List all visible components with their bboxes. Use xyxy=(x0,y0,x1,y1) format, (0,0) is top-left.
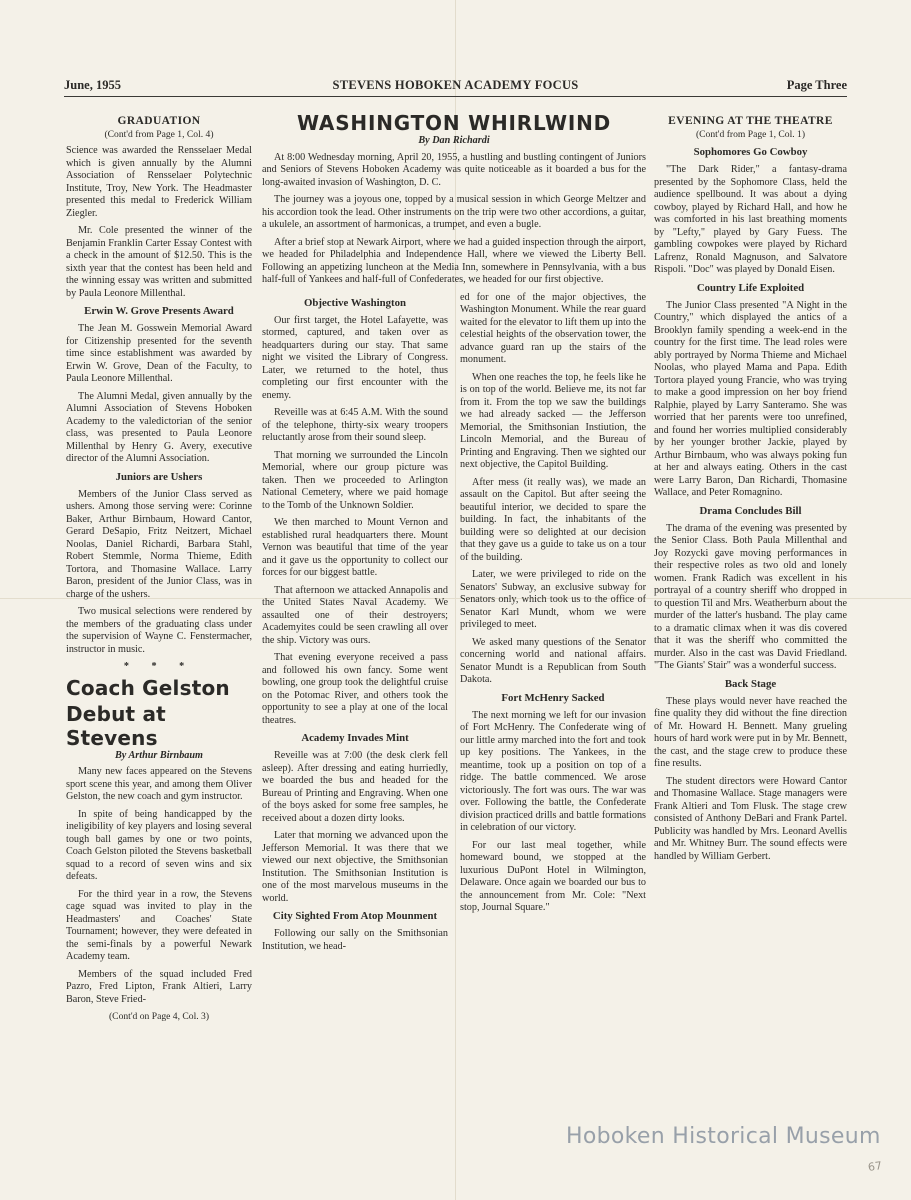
article-lead xyxy=(262,152,646,287)
paragraph: The next morning we left for our invasion of Fort McHenry. The Confederate wing of our little army marched into the fort and took up key positions. The Yankees, in the meantime, took up a position on top of a ridge. The battle commenced. We arose victoriously. The fort was ours. The war was over. Following the battle, the Confederate division practiced drills and battle formations in celebration of our victory. xyxy=(460,709,646,833)
paragraph: Reveille was at 7:00 (the desk clerk fell asleep). After dressing and eating hurriedly, we boarded the bus and headed for the Bureau of Printing and Engraving. When one of the boys asked for some free samples, he received about a dozen dirty looks. xyxy=(262,750,448,824)
paragraph: After a brief stop at Newark Airport, where we had a guided inspection through the airport, we headed for Philadelphia and Independence Hall, where we viewed the Liberty Bell. Following an appetizing luncheon at the Media Inn, somewhere in Pennsylvania, with a bus half-full of Yankees and half-full of Confederates, we headed for our first objective. xyxy=(262,236,646,285)
masthead xyxy=(64,78,847,96)
museum-watermark: Hoboken Historical Museum xyxy=(566,1124,881,1149)
theatre-headline: EVENING AT THE THEATRE xyxy=(668,115,833,127)
continued-note: (Cont'd from Page 1, Col. 4) xyxy=(104,128,214,140)
washington-article xyxy=(262,111,646,1151)
issue-date: June, 1955 xyxy=(64,78,121,92)
country-subhead: Country Life Exploited xyxy=(696,281,805,294)
continued-note: (Cont'd from Page 1, Col. 1) xyxy=(695,128,806,140)
gelston-headline-line-2: Debut at Stevens xyxy=(66,701,166,750)
paragraph: "The Dark Rider," a fantasy-drama presented by the Sophomore Class, held the audience spellbound. It was about a dying cowboy, played by Richard Hall, and how he was comforted in his last breathing moments by "Lefty," played by Gary Fuess. The gambling cowpokes were played by Richard Lafrenz, Ronald Magnuson, and Salvatore Rispoli. "Doc" was played by Donald Eisen. xyxy=(654,164,847,275)
paragraph: That afternoon we attacked Annapolis and the United States Naval Academy. We assaulted one of their destroyers; Academyites could be seen crawling all over the ship. Victory was ours. xyxy=(262,584,448,646)
paragraph: After mess (it really was), we made an assault on the Capitol. But after seeing the beautiful interior, we decided to spare the building. In fact, the inhabitants of the building were so delighted at our decision that they gave us a guide to take us on a tour of the building. xyxy=(460,476,646,563)
grove-subhead: Erwin W. Grove Presents Award xyxy=(84,305,234,317)
paragraph: The Alumni Medal, given annually by the Alumni Association of Stevens Hoboken Academy to the valedictorian of the senior class, was presented to Paula Leonore Millenthal by Henry G. Avery, executive director of the Alumni Association. xyxy=(66,390,252,464)
left-column xyxy=(66,111,252,1139)
right-column xyxy=(654,111,847,1141)
graduation-article xyxy=(66,115,252,656)
article-body-column-a xyxy=(262,292,448,959)
paragraph: For our last meal together, while homeward bound, we stopped at the luxurious DuPont Hotel in Wilmington, Delaware. Once again we boarded our bus to the announcement from Mr. Cole: "Next stop, Journal Square." xyxy=(460,839,646,913)
article-body-column-b xyxy=(460,292,646,959)
objective-subhead: Objective Washington xyxy=(303,296,407,309)
mchenry-subhead: Fort McHenry Sacked xyxy=(501,691,605,704)
paragraph: The Junior Class presented "A Night in the Country," which displayed the antics of a Brooklyn family spending a week-end in the country for the first time. The lead roles were ably portrayed by Norma Thieme and Michael Noolas, who played Mama and Papa. Edith Tortora played young Francie, who was trying to make a good impression on her boy friend Ralphie, played by Larry Santeramo. She was worried that her parents were too unrefined, and found her worries multiplied considerably by her younger brother Jackie, played by Arthur Birnbaum, who was always poking fun at her and always eating. Others in the cast were Larry Baron, Dan Richardi, Thomasine Wallace, and Peter Romagnino. xyxy=(654,299,847,498)
paragraph: Mr. Cole presented the winner of the Benjamin Franklin Carter Essay Contest with a check in the amount of $12.50. This is the sixth year that the contest has been held and the winning essay was written and submitted by Paula Leonore Millenthal. xyxy=(66,225,252,299)
paragraph: The student directors were Howard Cantor and Thomasine Wallace. Stage managers were Frank Altieri and Tom Flusk. The stage crew consisted of Anthony DeBari and Frank Partel. Publicity was handled by Mrs. Leonard Avellis and Mr. Whitney Burr. The sound effects were handled by William Gerbert. xyxy=(654,775,847,862)
paragraph: Our first target, the Hotel Lafayette, was stormed, captured, and taken over as headquarters during our stay. That same night we visited the Library of Congress. Later, we returned to the hotel, thus completing our first encounter with the enemy. xyxy=(262,314,448,401)
paragraph: That morning we surrounded the Lincoln Memorial, where our group picture was taken. Then we proceeded to Arlington National Cemetery, where we paid homage to the Tomb of the Unknown Soldier. xyxy=(262,449,448,511)
paragraph: We asked many questions of the Senator concerning world and national affairs. Senator Mundt is a Republican from South Dakota. xyxy=(460,636,646,685)
paragraph: ed for one of the major objectives, the Washington Monument. While the rear guard waited for the elevator to lift them up into the celestial heights of the observation tower, the advance guard ran up the stairs of the monument. xyxy=(460,291,646,365)
paragraph: Two musical selections were rendered by the members of the graduating class under the supervision of Wayne C. Fenstermacher, instructor in music. xyxy=(66,606,252,655)
paragraph: For the third year in a row, the Stevens cage squad was invited to play in the Headmasters' and Coaches' State Tournament; however, they were defeated in the semi-finals by a powerful Newark Academy team. xyxy=(66,888,252,962)
cowboy-subhead: Sophomores Go Cowboy xyxy=(693,146,808,158)
graduation-headline: GRADUATION xyxy=(117,115,201,127)
paragraph: When one reaches the top, he feels like he is on top of the world. Believe me, its not far from it. From the top we saw the buildings we had already sacked — the Jefferson Memorial, the Smithsonian Instiution, the Lincoln Memorial, and the Bureau of Printing and Engraving. Then we sighted our next objective, the Capitol Building. xyxy=(460,371,646,470)
gelston-article xyxy=(66,676,252,1024)
handwritten-page-mark: 67 xyxy=(867,1159,883,1174)
paragraph: Science was awarded the Rensselaer Medal which is given annually by the Alumni Association of Rensselaer Polytechnic Institute, Troy, New York. The Headmaster presented this medal to Frederick William Ziegler. xyxy=(66,145,252,219)
article-body-columns xyxy=(262,292,646,959)
ushers-subhead: Juniors are Ushers xyxy=(115,470,203,483)
backstage-subhead: Back Stage xyxy=(724,677,777,690)
city-subhead: City Sighted From Atop Mounment xyxy=(272,910,438,922)
masthead-rule xyxy=(64,96,847,97)
paragraph: Many new faces appeared on the Stevens sport scene this year, and among them Oliver Gelston, the new coach and gym instructor. xyxy=(66,766,252,802)
paragraph: Later, we were privileged to ride on the Senators' Subway, an exclusive subway for Senators only, which took us to the office of Senator Karl Mundt, whom we were privileged to meet. xyxy=(460,569,646,630)
paragraph: At 8:00 Wednesday morning, April 20, 1955, a hustling and bustling contingent of Juniors and Seniors of Stevens Hoboken Academy was quite noticeable as it boarded a bus for the long-awaited invasion of Washington, D. C. xyxy=(262,151,646,188)
washington-headline: WASHINGTON WHIRLWIND xyxy=(296,111,612,135)
paragraph: Reveille was at 6:45 A.M. With the sound of the telephone, thirty-six weary troopers reluctantly arose from their sound sleep. xyxy=(262,407,448,443)
jump-line: (Cont'd on Page 4, Col. 3) xyxy=(108,1011,210,1022)
paragraph: The journey was a joyous one, topped by a musical session in which George Meltzer and his accordion took the lead. Other instruments on the trip were two other accordions, a guitar, a ukulele, an assortment of harmonicas, a trumpet, and even a bugle. xyxy=(262,194,646,230)
page-number: Page Three xyxy=(786,78,847,92)
washington-byline: By Dan Richardi xyxy=(418,135,490,146)
publication-name: STEVENS HOBOKEN ACADEMY FOCUS xyxy=(332,78,579,92)
mint-subhead: Academy Invades Mint xyxy=(301,732,409,744)
paragraph: In spite of being handicapped by the ineligibility of key players and losing several tough ball games by one or two points, Coach Gelston piloted the Stevens basketball squad to a record of seven wins and six defeats. xyxy=(66,808,252,882)
paragraph: That evening everyone received a pass and followed his own fancy. Some went bowling, one group took the delightful cruise on the Potomac River, and others took the opportunity to see a play at one of the local theatres. xyxy=(262,652,448,726)
paragraph: Following our sally on the Smithsonian Institution, we head- xyxy=(262,928,448,952)
paragraph: Members of the squad included Fred Pazro, Fred Lipton, Frank Altieri, Larry Baron, Steve Fried- xyxy=(66,968,252,1005)
paragraph: We then marched to Mount Vernon and established rural headquarters there. Mount Vernon was beautiful that time of the year and it gave us the opportunity to collect our forces for our biggest battle. xyxy=(262,517,448,578)
paragraph: These plays would never have reached the fine quality they did without the fine direction of Mr. Howard H. Bennett. Many grueling hours of hard work were put in by Mr. Bennett, the cast, and the stage crew to produce these fine results. xyxy=(654,695,847,769)
drama-subhead: Drama Concludes Bill xyxy=(699,504,802,517)
gelston-headline-line-1: Coach Gelston xyxy=(66,675,230,700)
paragraph: The drama of the evening was presented by the Senior Class. Both Paula Millenthal and Joy Rozycki gave moving performances in their respective roles as two old and lonely women. Frank Radich was excellent in his portrayal of a country sheriff who dropped in to question Til and Mrs. Weatherburn about the murder of the latter's husband. The play came to a dramatic climax when it was dis covered that it was the sheriff who committed the murder. Also in the cast was David Friedland. "The Giants' Stair" was a wonderful success. xyxy=(654,522,847,671)
gelston-byline: By Arthur Birnbaum xyxy=(115,749,203,761)
paragraph: The Jean M. Gosswein Memorial Award for Citizenship presented for the seventh time since establishment was awarded by Erwin W. Grove, Dean of the Faculty, to Paula Leonore Millenthal. xyxy=(66,323,252,384)
paragraph: Members of the Junior Class served as ushers. Among those serving were: Corinne Baker, Arthur Birnbaum, Howard Cantor, Gerard DeSapio, Fritz Neitzert, Michael Noolas, Daniel Richardi, Barbara Stahl, Robert Stemmle, Norma Thieme, Edith Tortora, and Thomasine Wallace. Larry Baron, president of the Junior Class, was in charge of the ushers. xyxy=(66,488,252,600)
section-separator: * * * xyxy=(123,661,195,672)
paragraph: Later that morning we advanced upon the Jefferson Memorial. It was there that we viewed our next objective, the Smithsonian Institution. The Smithsonian Institution is one of the most marvelous museums in the world. xyxy=(262,830,448,904)
